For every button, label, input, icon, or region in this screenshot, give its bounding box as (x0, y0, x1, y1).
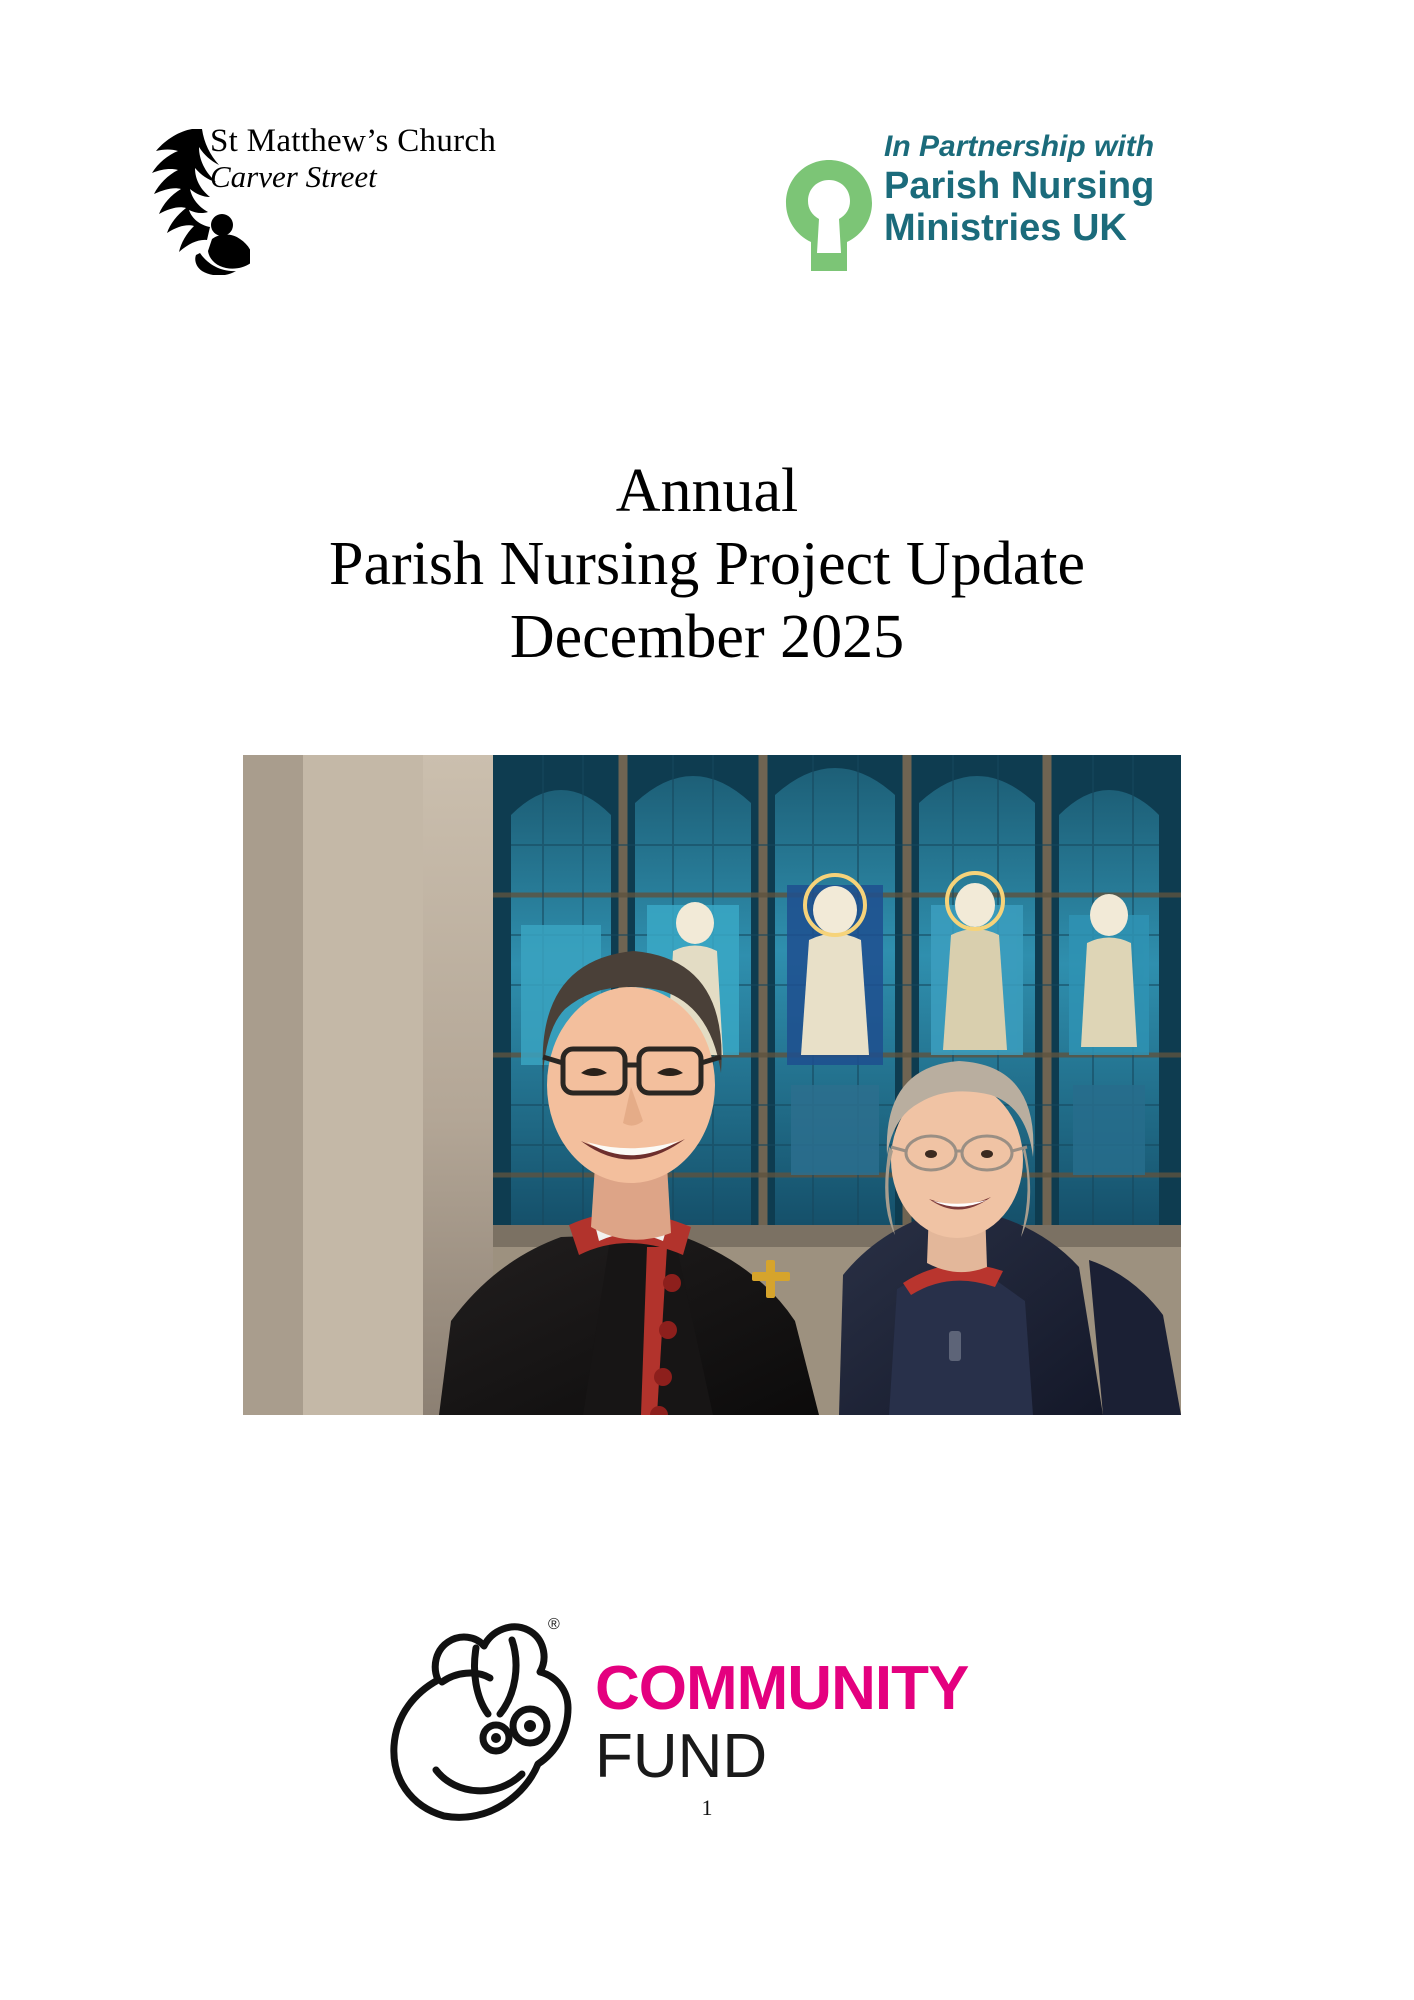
community-fund-logo-text (595, 1654, 1085, 1791)
partner-logo-line1: In Partnership with (884, 130, 1155, 163)
church-logo-line1: St Matthew’s Church (210, 123, 497, 159)
community-fund-line2: FUND (595, 1722, 768, 1791)
page-header (0, 0, 1414, 330)
church-logo-line2: Carver Street (210, 159, 377, 195)
cover-photograph (243, 755, 1181, 1415)
parish-nursing-logo-text (884, 130, 1304, 250)
keyhole-icon (784, 158, 874, 273)
registered-trademark-mark: ® (548, 1616, 560, 1633)
partner-logo-line3: Ministries UK (884, 207, 1127, 250)
church-logo (140, 115, 600, 275)
page-number: 1 (701, 1795, 713, 1820)
page-title (0, 455, 1414, 674)
community-fund-line1: COMMUNITY (595, 1654, 969, 1723)
partner-logo-line2: Parish Nursing (884, 164, 1155, 207)
church-logo-text (210, 123, 610, 195)
title-line-1: Annual (615, 457, 799, 525)
crossed-fingers-icon (380, 1610, 585, 1825)
title-line-3: December 2025 (509, 603, 905, 672)
title-line-2: Parish Nursing Project Update (329, 530, 1085, 599)
parish-nursing-logo (784, 130, 1304, 295)
